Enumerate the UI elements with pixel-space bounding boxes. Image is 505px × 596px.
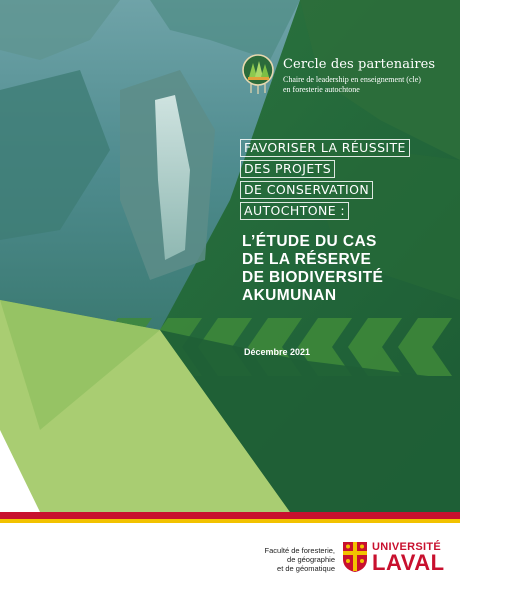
title-line: DES PROJETS (240, 160, 335, 178)
faculty-line: Faculté de foresterie, (264, 546, 335, 555)
yellow-band (0, 519, 460, 523)
faculty-line: de géographie (287, 555, 335, 564)
title-line: FAVORISER LA RÉUSSITE (240, 139, 410, 157)
organization-name: Cercle des partenaires (283, 57, 436, 72)
title-line: DE CONSERVATION (240, 181, 373, 199)
faculty-name (230, 546, 335, 573)
laval-crest-icon (342, 541, 368, 573)
title-line: AUTOCHTONE : (240, 202, 349, 220)
organization-subtitle-line: en foresterie autochtone (283, 84, 360, 94)
university-line2: LAVAL (372, 550, 445, 575)
universite-laval-logo (372, 541, 445, 573)
cercle-logo-icon (239, 53, 277, 95)
publication-date: Décembre 2021 (244, 347, 311, 357)
subtitle-line: L’ÉTUDE DU CAS (242, 233, 377, 250)
red-band (0, 512, 460, 519)
faculty-line: et de géomatique (277, 564, 335, 573)
organization-subtitle (283, 75, 423, 94)
organization-subtitle-line: Chaire de leadership en enseignement (cle) (283, 75, 421, 84)
subtitle-line: DE LA RÉSERVE (242, 251, 372, 268)
university-line1: UNIVERSITÉ (372, 541, 442, 553)
subtitle-line: AKUMUNAN (242, 287, 337, 304)
report-subtitle (242, 233, 383, 305)
organization-block (283, 57, 435, 94)
subtitle-line: DE BIODIVERSITÉ (242, 269, 384, 286)
report-title (240, 139, 452, 223)
